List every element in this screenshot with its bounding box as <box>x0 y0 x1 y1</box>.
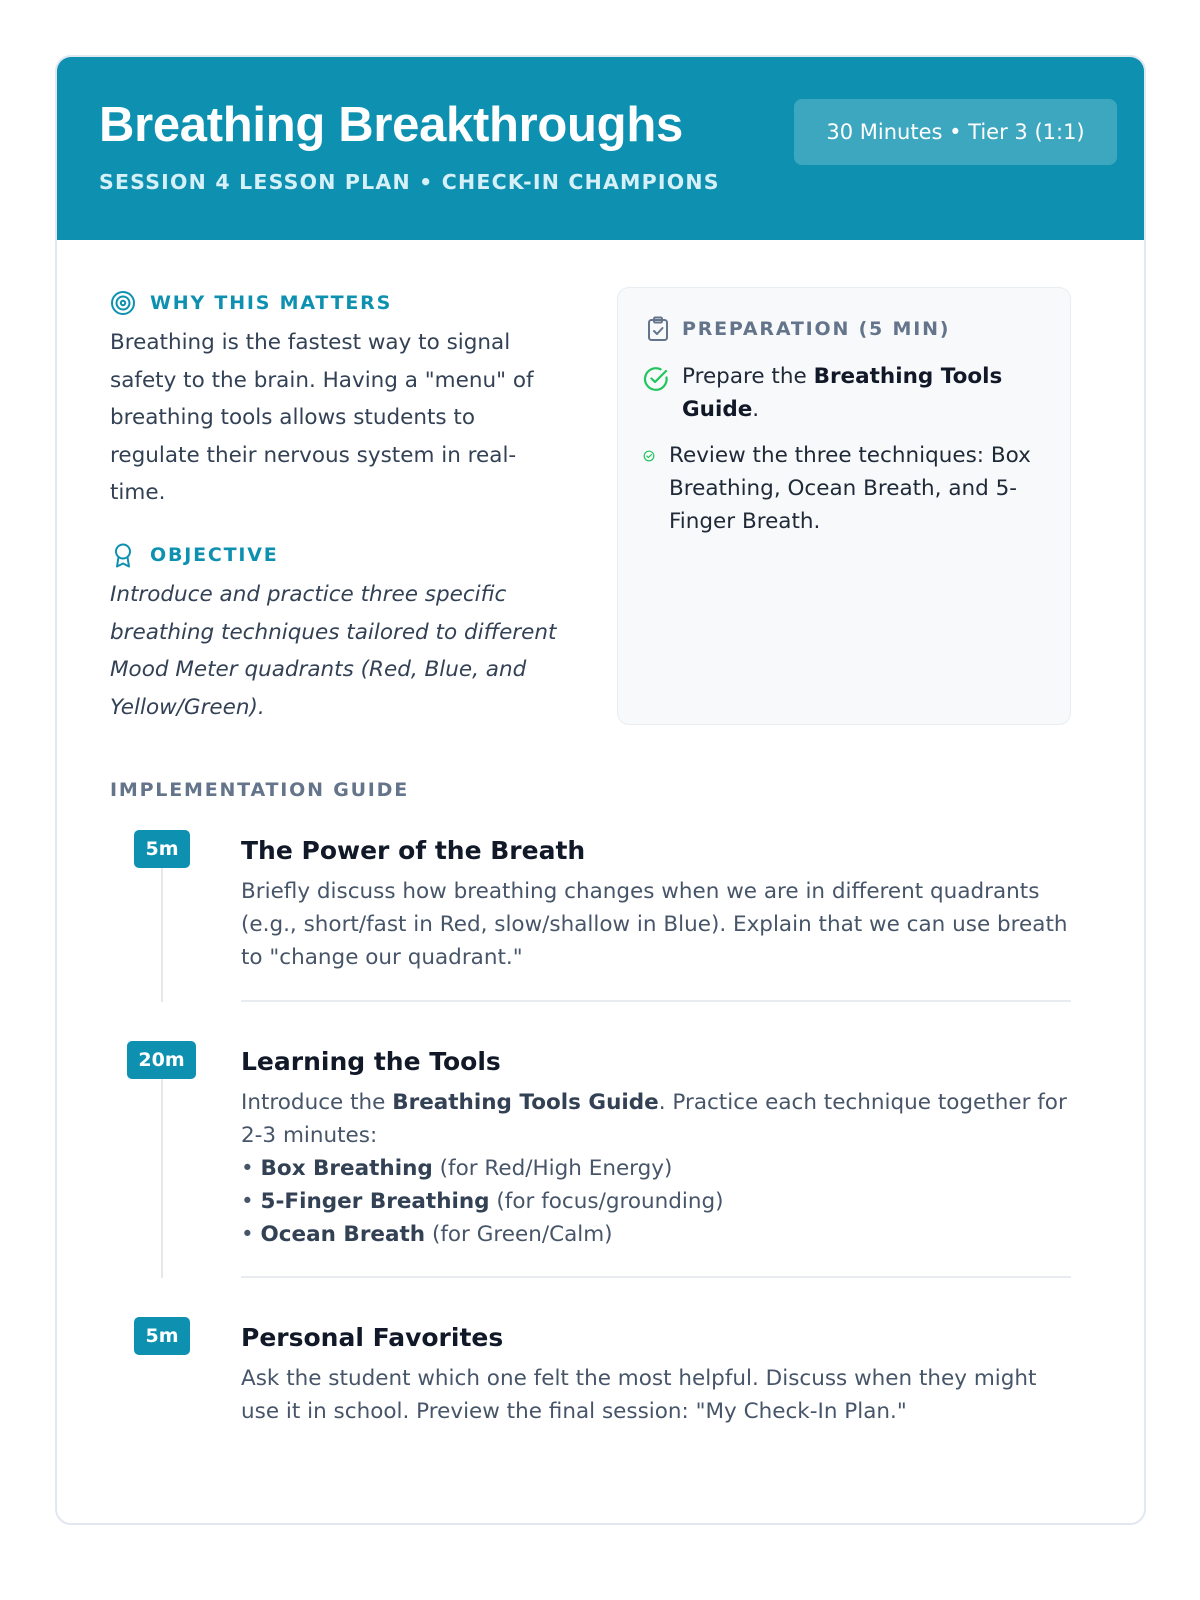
time-badge: 5m <box>134 830 190 868</box>
timeline-line <box>161 1048 163 1278</box>
page-title: Breathing Breakthroughs <box>99 98 683 152</box>
preparation-panel <box>617 287 1071 725</box>
lesson-plan-card <box>55 55 1146 1525</box>
bullet-item: • Box Breathing (for Red/High Energy) <box>241 1156 673 1181</box>
award-icon <box>110 542 136 568</box>
prep-item-guide: Prepare the Breathing Tools Guide. <box>682 364 1003 422</box>
duration-tier-badge: 30 Minutes • Tier 3 (1:1) <box>794 99 1117 165</box>
objective-label-text: OBJECTIVE <box>150 543 279 566</box>
check-circle-icon <box>643 366 669 392</box>
objective-text: Introduce and practice three specific breathing techniques tailored to different Mood Meter quadrants (Red, Blue, and Yellow/Green). <box>110 582 557 720</box>
why-section-label <box>110 290 392 316</box>
time-badge: 20m <box>127 1041 196 1079</box>
step-title: The Power of the Breath <box>241 836 586 865</box>
prep-item-review: Review the three techniques: Box Breathing, Ocean Breath, and 5-Finger Breath. <box>669 443 1031 534</box>
lesson-header <box>57 57 1144 240</box>
target-icon <box>110 290 136 316</box>
preparation-label <box>646 316 950 342</box>
step-title: Personal Favorites <box>241 1323 504 1352</box>
check-circle-small-icon <box>643 449 655 461</box>
preparation-label-text: PREPARATION (5 MIN) <box>682 317 951 340</box>
bullet-item: • Ocean Breath (for Green/Calm) <box>241 1222 613 1247</box>
step-title: Learning the Tools <box>241 1047 501 1076</box>
step-divider <box>241 1000 1071 1002</box>
why-text: Breathing is the fastest way to signal safety to the brain. Having a "menu" of breathing tools allows students to regulate their nervous system in real-time. <box>110 330 534 505</box>
step-description: Ask the student which one felt the most helpful. Discuss when they might use it in school. Preview the final session: "My Check-In Plan." <box>241 1366 1037 1424</box>
implementation-label: IMPLEMENTATION GUIDE <box>110 779 410 801</box>
why-label-text: WHY THIS MATTERS <box>150 291 393 314</box>
step-description: Introduce the Breathing Tools Guide. Practice each technique together for 2-3 minutes: • Box Breathing (for Red/High Energy) • 5-Finger Breathing (for focus/grounding) • Ocean Breath (for Green/Calm) <box>241 1090 1067 1247</box>
time-badge: 5m <box>134 1317 190 1355</box>
clipboard-check-icon <box>646 316 670 342</box>
page-subtitle: SESSION 4 LESSON PLAN • CHECK-IN CHAMPIONS <box>99 170 720 194</box>
bullet-item: • 5-Finger Breathing (for focus/grounding) <box>241 1189 724 1214</box>
step-description: Briefly discuss how breathing changes when we are in different quadrants (e.g., short/fast in Red, slow/shallow in Blue). Explain that we can use breath to "change our quadrant." <box>241 879 1068 970</box>
objective-section-label <box>110 542 279 568</box>
step-divider <box>241 1276 1071 1278</box>
